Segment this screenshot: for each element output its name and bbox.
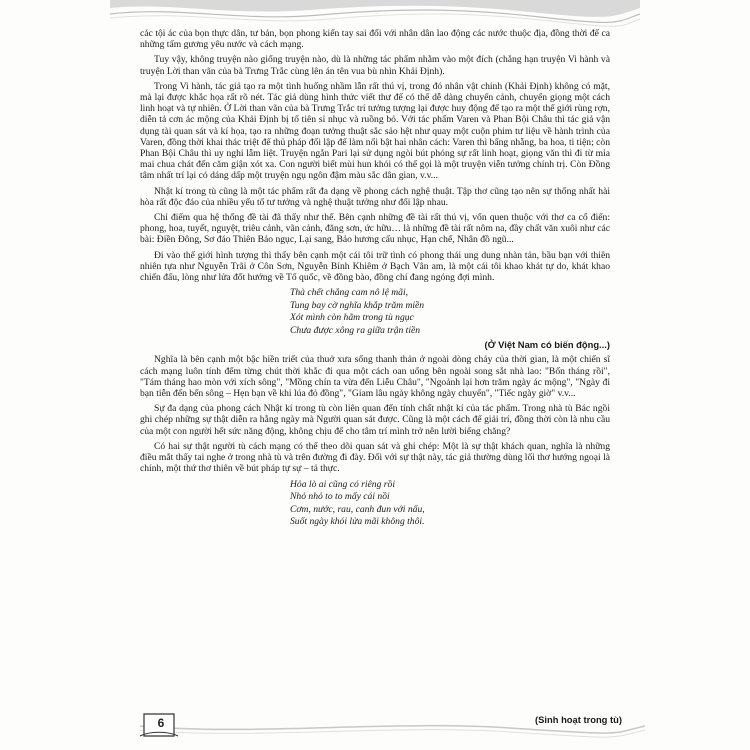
- poem-source: (Sinh hoạt trong tù): [535, 714, 622, 725]
- paragraph: Sự đa dạng của phong cách Nhật kí trong tù còn liên quan đến tính chất nhật kí của tác phẩm. Trong nhà tù Bác ngồi ghi chép những sự thật diễn ra hằng ngày mà Người quan sát được. Cũng là một cách để giải trí, đồng thời còn là nhu cầu của một con người hết sức năng động, không chịu để cho tâm trí mình trở nên lười biếng chăng?: [140, 403, 610, 437]
- paragraph: Tuy vậy, không truyện nào giống truyện nào, dù là những tác phẩm nhằm vào một đích (chẳng hạn truyện Vi hành và truyện Lời than vãn của bà Trưng Trắc cùng lên án tên vua bù nhìn Khải Định).: [140, 54, 610, 77]
- paragraph: Đi vào thế giới hình tượng thì thấy bên cạnh một cái tôi trữ tình có phong thái ung dung nhàn tản, bầu bạn với thiên nhiên tựa như Nguyễn Trãi ở Côn Sơn, Nguyễn Bỉnh Khiêm ở Bạch Vân am, là một cái tôi khao khát tự do, khát khao chiến đấu, lòng như lửa đốt hướng về Tổ quốc, về đồng bào, đồng chí đang ngóng đợi mình.: [140, 249, 610, 284]
- poem-line: Thà chết chẳng cam nô lệ mãi,: [290, 287, 409, 299]
- page-number: 6: [157, 716, 165, 730]
- page-text: [140, 28, 610, 531]
- poem-line: Chưa được xông ra giữa trận tiền: [290, 324, 421, 336]
- paragraph: Nhật kí trong tù cũng là một tác phẩm rất đa dạng về phong cách nghệ thuật. Tập thơ cũng tạo nên sự thống nhất hài hòa rất độc đáo của nhiều yếu tố tư tưởng và nghệ thuật tưởng như đối lập nhau.: [140, 185, 610, 208]
- top-decoration: [110, 0, 640, 30]
- paragraph: Nghĩa là bên cạnh một bậc hiền triết của thuở xưa sống thanh thản ở ngoài dòng chảy của thời gian, là một chiến sĩ cách mạng luôn tính đếm từng chút thời khắc đi qua một cách oan uổng bên ngoài song sắt nhà lao: "Bốn tháng rồi", "Tám tháng hao mòn với xích sông", "Mồng chín ta vừa đến Liễu Châu", "Ngoảnh lại hơn trăm ngày ác mộng", "Ngày đi bạn tiễn đến bến sông – Hẹn bạn về khi lúa đỏ đồng", "Giam lâu ngày không ngày chuyển", "Tiếc ngày giờ" v.v...: [140, 354, 610, 400]
- poem-line: Xót mình còn hãm trong tù ngục: [290, 312, 414, 324]
- poem-line: Cơm, nước, rau, canh đun với nấu,: [290, 503, 425, 515]
- paragraph: các tội ác của bọn thực dân, tư bản, bọn phong kiến tay sai đối với nhân dân lao động các nước thuộc địa, đồng thời để ca những tấm gương yêu nước và cách mạng.: [140, 28, 610, 51]
- poem-line: Suốt ngày khói lửa mãi không thôi.: [290, 516, 425, 527]
- paragraph: Chỉ điểm qua hệ thống đề tài đã thấy như thế. Bên cạnh những đề tài rất thú vị, vốn quen thuộc với thơ ca cổ điển: phong, hoa, tuyết, nguyệt, triêu cảnh, vãn cảnh, đăng sơn, ức hữu… là những đề tài rất nôm na, đầy chất văn xuôi như các bài: Điền Đông, Sơ đáo Thiên Bảo ngục, Lại sang, Bảo hương cấu nhục, Hạn chế, Nhân đồ ngũ...: [140, 212, 610, 246]
- poem-line: Tung bay cờ nghĩa khắp trăm miền: [290, 299, 425, 311]
- poem-line: Nhỏ nhỏ to to mấy cái nồi: [290, 491, 390, 502]
- poem-excerpt: [290, 287, 610, 337]
- paragraph: Trong Vi hành, tác giả tạo ra một tình huống nhầm lẫn rất thú vị, trong đó nhân vật chính (Khải Định) không có mặt, mà lại được khắc họa rất rõ nét. Tác giả dùng hình thức viết thư để có thể dễ dàng chuyển cảnh, chuyển giọng một cách linh hoạt và tự nhiên. Ở Lời than vãn của bà Trưng Trắc trí tưởng tượng lại được huy động để tạo ra một thế giới rùng rợn, diễn tả cơn ác mộng của Khải Định bị tổ tiên sỉ nhục và ruồng bỏ. Với tác phẩm Varen và Phan Bội Châu thì tác giả vận dụng tài quan sát và kí họa, tạo ra những đoạn tưởng thuật sắc sảo hệt như quay một cuộn phim tư liệu về hành trình của Varen, đồng thời khai thác triệt để thủ pháp đối lập để làm nổi bật hai nhân cách: Varen thì bẩng nhẵng, ba hoa, ti tiện; còn Phan Bội Châu thì uy nghi lẫm liệt. Truyện ngắn Pari lại sử dụng ngòi bút phóng sự rất linh hoạt, giọng văn thì đi từ mỉa mai chua chát đến căm giận xót xa. Con người biết mùi hun khói có thể gọi là một truyện viễn tưởng chính trị. Còn Đồng tâm nhất trí lại có dáng dấp một truyện ngụ ngôn đậm màu sắc dân gian, v.v...: [140, 80, 610, 182]
- poem-source: (Ở Việt Nam có biến động...): [484, 339, 610, 351]
- poem-excerpt: [290, 479, 610, 529]
- paragraph: Có hai sự thật người tù cách mạng có thể theo dõi quan sát và ghi chép: Một là sự thật khách quan, nghĩa là những điều mắt thấy tai nghe ở trong nhà tù và trên đường đi đày. Đối với sự thật này, tác giả thường dùng lối thơ hướng ngoại là chính, một thứ thơ thiên về bút pháp tự sự – tả thực.: [140, 440, 610, 475]
- poem-line: Hỏa lò ai cũng có riêng rồi: [290, 478, 395, 490]
